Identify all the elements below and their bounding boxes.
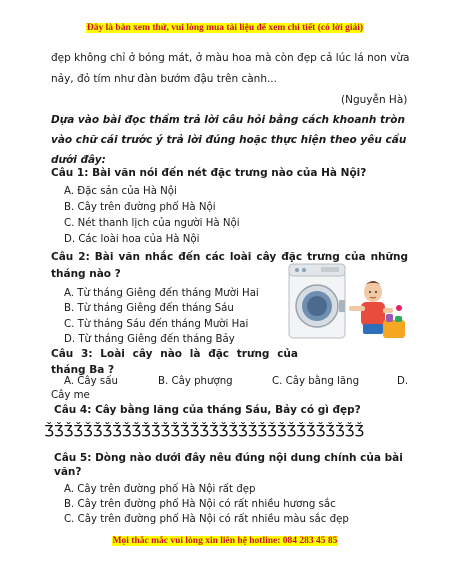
q5-option-c[interactable]: C. Cây trên đường phố Hà Nội có rất nhiều màu sắc đẹp [64, 514, 349, 525]
q3-option-c[interactable]: C. Cây bằng lăng [272, 376, 360, 387]
q3-option-d-text[interactable]: Cây me [51, 390, 90, 401]
q1-option-b[interactable]: B. Cây trên đường phố Hà Nội [64, 202, 216, 213]
q3-option-a[interactable]: A. Cây sấu [64, 376, 118, 387]
instruction-line-3: dưới đây: [51, 154, 106, 166]
washing-machine-illustration [287, 262, 407, 342]
q1-option-d[interactable]: D. Các loài hoa của Hà Nội [64, 234, 200, 245]
question-5-title-line-1: Câu 5: Dòng nào dưới đây nêu đúng nội dung chính của bài [54, 452, 403, 464]
question-4-title: Câu 4: Cây bằng lăng của tháng Sáu, Bảy có gì đẹp? [54, 404, 361, 416]
q5-option-a[interactable]: A. Cây trên đường phố Hà Nội rất đẹp [64, 484, 256, 495]
passage-author: (Nguyễn Hà) [341, 94, 408, 106]
q2-option-b[interactable]: B. Từ tháng Giêng đến tháng Sáu [64, 303, 234, 314]
q1-option-c[interactable]: C. Nét thanh lịch của người Hà Nội [64, 218, 240, 229]
q1-option-a[interactable]: A. Đặc sản của Hà Nội [64, 186, 177, 197]
question-2-title-line-2: tháng nào ? [51, 268, 121, 280]
question-3-title-line-2: tháng Ba ? [51, 364, 115, 376]
q5-option-b[interactable]: B. Cây trên đường phố Hà Nội có rất nhiều hương sắc [64, 499, 336, 510]
question-3-title-line-1: Câu 3: Loài cây nào là đặc trưng của [51, 348, 298, 360]
passage-line-2: nảy, đỏ tím như đàn bướm đậu trên cành... [51, 73, 277, 85]
header-banner: Đây là bản xem thử, vui lòng mua tài liệu để xem chi tiết (có lời giải) [86, 23, 364, 33]
question-1-title: Câu 1: Bài văn nói đến nét đặc trưng nào của Hà Nội? [51, 167, 367, 179]
q2-option-a[interactable]: A. Từ tháng Giêng đến tháng Mười Hai [64, 288, 259, 299]
q2-option-c[interactable]: C. Từ tháng Sáu đến tháng Mười Hai [64, 319, 249, 330]
question-5-title-line-2: văn? [54, 466, 82, 478]
instruction-line-1: Dựa vào bài đọc thầm trả lời câu hỏi bằng cách khoanh tròn [51, 114, 405, 126]
answer-line[interactable]: ǮǮǮǮǮǮǮǮǮǮǮǮǮǮǮǮǮǮǮǮǮǮǮǮǮǮǮǮǮǮǮǮǮ [44, 422, 364, 440]
instruction-line-2: vào chữ cái trước ý trả lời đúng hoặc thực hiện theo yêu cầu [51, 134, 407, 146]
footer-banner: Mọi thắc mắc vui lòng xin liên hệ hotline: 084 283 45 85 [112, 536, 338, 546]
q3-option-d-letter[interactable]: D. [397, 376, 409, 387]
q2-option-d[interactable]: D. Từ tháng Giêng đến tháng Bảy [64, 334, 235, 345]
passage-line-1: đẹp không chỉ ở bóng mát, ở màu hoa mà còn đẹp cả lúc lá non vừa [51, 52, 410, 64]
question-2-title-line-1: Câu 2: Bài văn nhắc đến các loài cây đặc trưng của những [51, 251, 408, 263]
q3-option-b[interactable]: B. Cây phượng [158, 376, 233, 387]
